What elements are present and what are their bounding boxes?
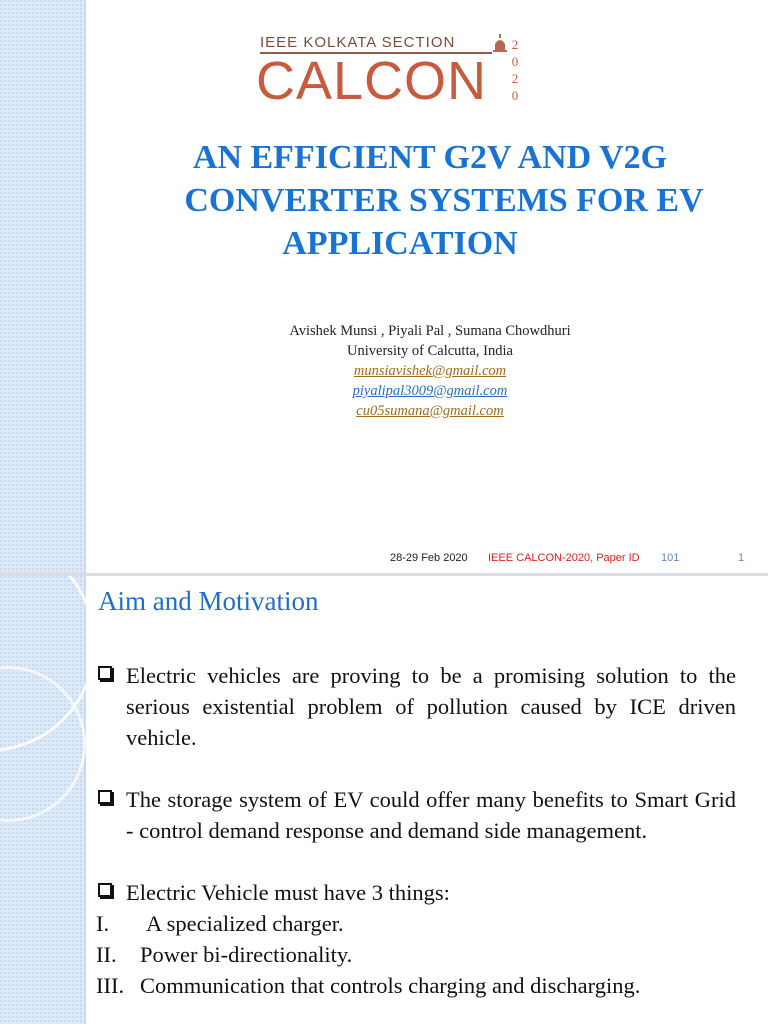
logo-year-digit: 2 — [511, 71, 519, 86]
footer-page-number: 1 — [738, 552, 745, 564]
checkbox-bullet-icon — [98, 790, 112, 804]
logo-year-digit: 2 — [511, 37, 519, 52]
list-item — [96, 908, 736, 939]
list-text: Communication that controls charging and discharging. — [140, 973, 641, 998]
affiliation: University of Calcutta, India — [347, 343, 513, 359]
list-number: III. — [96, 973, 125, 998]
list-number: I. — [96, 911, 110, 936]
checkbox-bullet-icon — [98, 666, 112, 680]
list-number: II. — [96, 942, 117, 967]
list-text: A specialized charger. — [146, 911, 344, 936]
slide-body — [96, 660, 736, 1001]
list-text: Power bi-directionality. — [140, 942, 353, 967]
dome-icon — [492, 34, 508, 52]
email-link[interactable]: munsiavishek@gmail.com — [353, 363, 507, 379]
bullet-item — [96, 877, 736, 908]
logo-top-text: IEEE KOLKATA SECTION — [260, 34, 456, 51]
checkbox-bullet-icon — [98, 883, 112, 897]
footer-paper-id: 101 — [661, 552, 680, 564]
author-names: Avishek Munsi , Piyali Pal , Sumana Chowdhuri — [289, 323, 571, 339]
footer-conference: IEEE CALCON-2020, Paper ID — [488, 552, 640, 564]
bullet-item — [96, 784, 736, 846]
logo-year — [508, 36, 522, 104]
title-line: CONVERTER SYSTEMS FOR EV — [184, 182, 704, 219]
list-item — [96, 970, 736, 1001]
footer-date: 28-29 Feb 2020 — [390, 552, 468, 564]
logo-main-text: CALCON — [256, 51, 488, 111]
list-item — [96, 939, 736, 970]
slide-title — [100, 136, 760, 265]
slide-heading: Aim and Motivation — [98, 586, 319, 616]
decorative-strip — [0, 0, 86, 574]
bullet-text: Electric vehicles are proving to be a promising solution to the serious existential problem of pollution caused by ICE driven vehicle. — [126, 663, 736, 750]
email-link[interactable]: cu05sumana@gmail.com — [356, 403, 504, 419]
title-line: AN EFFICIENT G2V AND V2G — [192, 139, 668, 176]
bullet-item — [96, 660, 736, 753]
content-slide — [0, 576, 768, 1024]
calcon-logo — [256, 30, 526, 111]
logo-year-digit: 0 — [511, 54, 519, 69]
decorative-strip — [0, 576, 86, 1024]
bullet-text: Electric Vehicle must have 3 things: — [126, 880, 450, 905]
author-block — [180, 321, 680, 421]
title-line: APPLICATION — [282, 225, 518, 262]
logo-year-digit: 0 — [511, 88, 519, 103]
email-link[interactable]: piyalipal3009@gmail.com — [352, 383, 508, 399]
bullet-text: The storage system of EV could offer many benefits to Smart Grid - control demand response and demand side management. — [126, 787, 736, 843]
